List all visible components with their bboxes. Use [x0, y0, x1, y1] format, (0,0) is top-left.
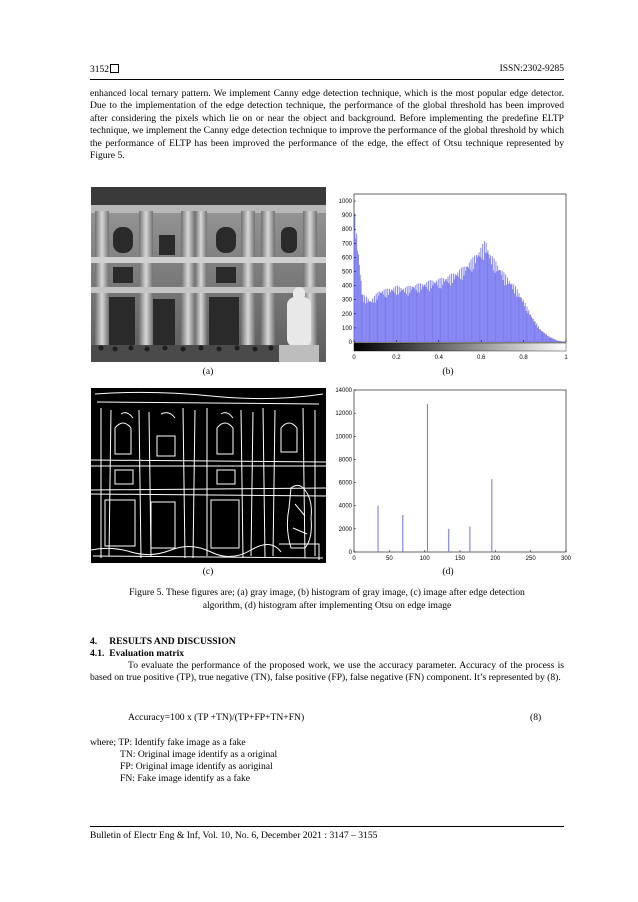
x-tick-label: 0.4: [434, 355, 443, 361]
header-rule: [90, 79, 564, 80]
equation-text: Accuracy=100 x (TP +TN)/(TP+FP+TN+FN): [128, 712, 305, 723]
header-page-number: 3152: [90, 64, 119, 75]
y-tick-label: 100: [341, 325, 352, 332]
y-tick-label: 700: [341, 241, 352, 248]
x-tick-label: 150: [454, 556, 466, 562]
subsection-title: 4.1. Evaluation matrix: [90, 648, 185, 659]
x-tick-label: 0: [352, 355, 356, 361]
y-tick-label: 0: [348, 340, 352, 346]
panel-label-b: (b): [442, 366, 454, 377]
figure-panel-b-histogram: [334, 190, 574, 370]
x-tick-label: 200: [490, 556, 501, 562]
y-tick-label: 400: [341, 283, 352, 290]
y-tick-label: 2000: [338, 526, 352, 533]
gray-colorbar: [354, 343, 566, 351]
footer-text: Bulletin of Electr Eng & Inf, Vol. 10, No. 6, December 2021 : 3147 – 3155: [90, 830, 378, 841]
definition-tp: where; TP: Identify fake image as a fake: [90, 737, 246, 748]
y-tick-label: 8000: [338, 457, 352, 464]
y-tick-label: 1000: [338, 199, 352, 206]
y-tick-label: 300: [341, 297, 352, 304]
figure-panel-d-histogram: [334, 386, 574, 566]
x-tick-label: 0: [352, 556, 356, 562]
results-paragraph: To evaluate the performance of the proposed work, we use the accuracy parameter. Accuracy of the process is based on true positive (TP), true negative (TN), false positive (FP), false negative (FN) component. It’s represented by (8).: [90, 660, 564, 684]
x-tick-label: 100: [419, 556, 430, 562]
y-tick-label: 600: [341, 255, 352, 262]
y-tick-label: 4000: [338, 503, 352, 510]
definition-fp: FP: Original image identify as aoriginal: [120, 761, 273, 772]
y-tick-label: 0: [348, 550, 352, 556]
figure-caption-line-1: Figure 5. These figures are; (a) gray image, (b) histogram of gray image, (c) image after edge detection: [129, 587, 525, 598]
x-tick-label: 0.2: [392, 355, 401, 361]
section-title: 4. RESULTS AND DISCUSSION: [90, 636, 236, 647]
checkbox-icon: [110, 64, 119, 73]
x-tick-label: 0.8: [519, 355, 528, 361]
plot-area: [354, 390, 566, 552]
y-tick-label: 14000: [335, 388, 352, 394]
panel-label-a: (a): [202, 366, 214, 377]
y-tick-label: 800: [341, 227, 352, 234]
x-tick-label: 300: [560, 556, 572, 562]
figure-panel-c-edge-image: [91, 388, 326, 563]
equation-number: (8): [530, 712, 542, 723]
definition-tn: TN: Original image identify as a original: [120, 749, 278, 760]
x-tick-label: 250: [525, 556, 536, 562]
y-tick-label: 12000: [335, 411, 352, 418]
footer-rule: [90, 826, 564, 827]
panel-label-c: (c): [202, 566, 214, 577]
header-issn: ISSN:2302-9285: [499, 64, 564, 74]
y-tick-label: 500: [341, 269, 352, 276]
y-tick-label: 900: [341, 213, 352, 220]
x-tick-label: 50: [385, 556, 393, 562]
figure-panel-a-gray-image: [91, 187, 326, 362]
x-tick-label: 1: [564, 355, 568, 361]
intro-paragraph: enhanced local ternary pattern. We implement Canny edge detection technique, which is the most popular edge detector. Due to the implementation of the edge detection technique, the performance of the global threshold has been improved after considering the pixels which lie on or near the object and background. Before implementing the predefine ELTP technique, we implement the Canny edge detection technique to improve the performance of the global threshold by which the performance of ELTP has been improved the performance of the edge, the effect of Otsu technique represented by Figure 5.: [90, 88, 564, 162]
panel-label-d: (d): [442, 566, 454, 577]
y-tick-label: 6000: [338, 480, 352, 487]
y-tick-label: 10000: [335, 434, 352, 441]
definition-fn: FN: Fake image identify as a fake: [120, 773, 251, 784]
y-tick-label: 200: [341, 311, 352, 318]
x-tick-label: 0.6: [477, 355, 486, 361]
figure-caption-line-2: algorithm, (d) histogram after implementing Otsu on edge image: [202, 600, 452, 611]
